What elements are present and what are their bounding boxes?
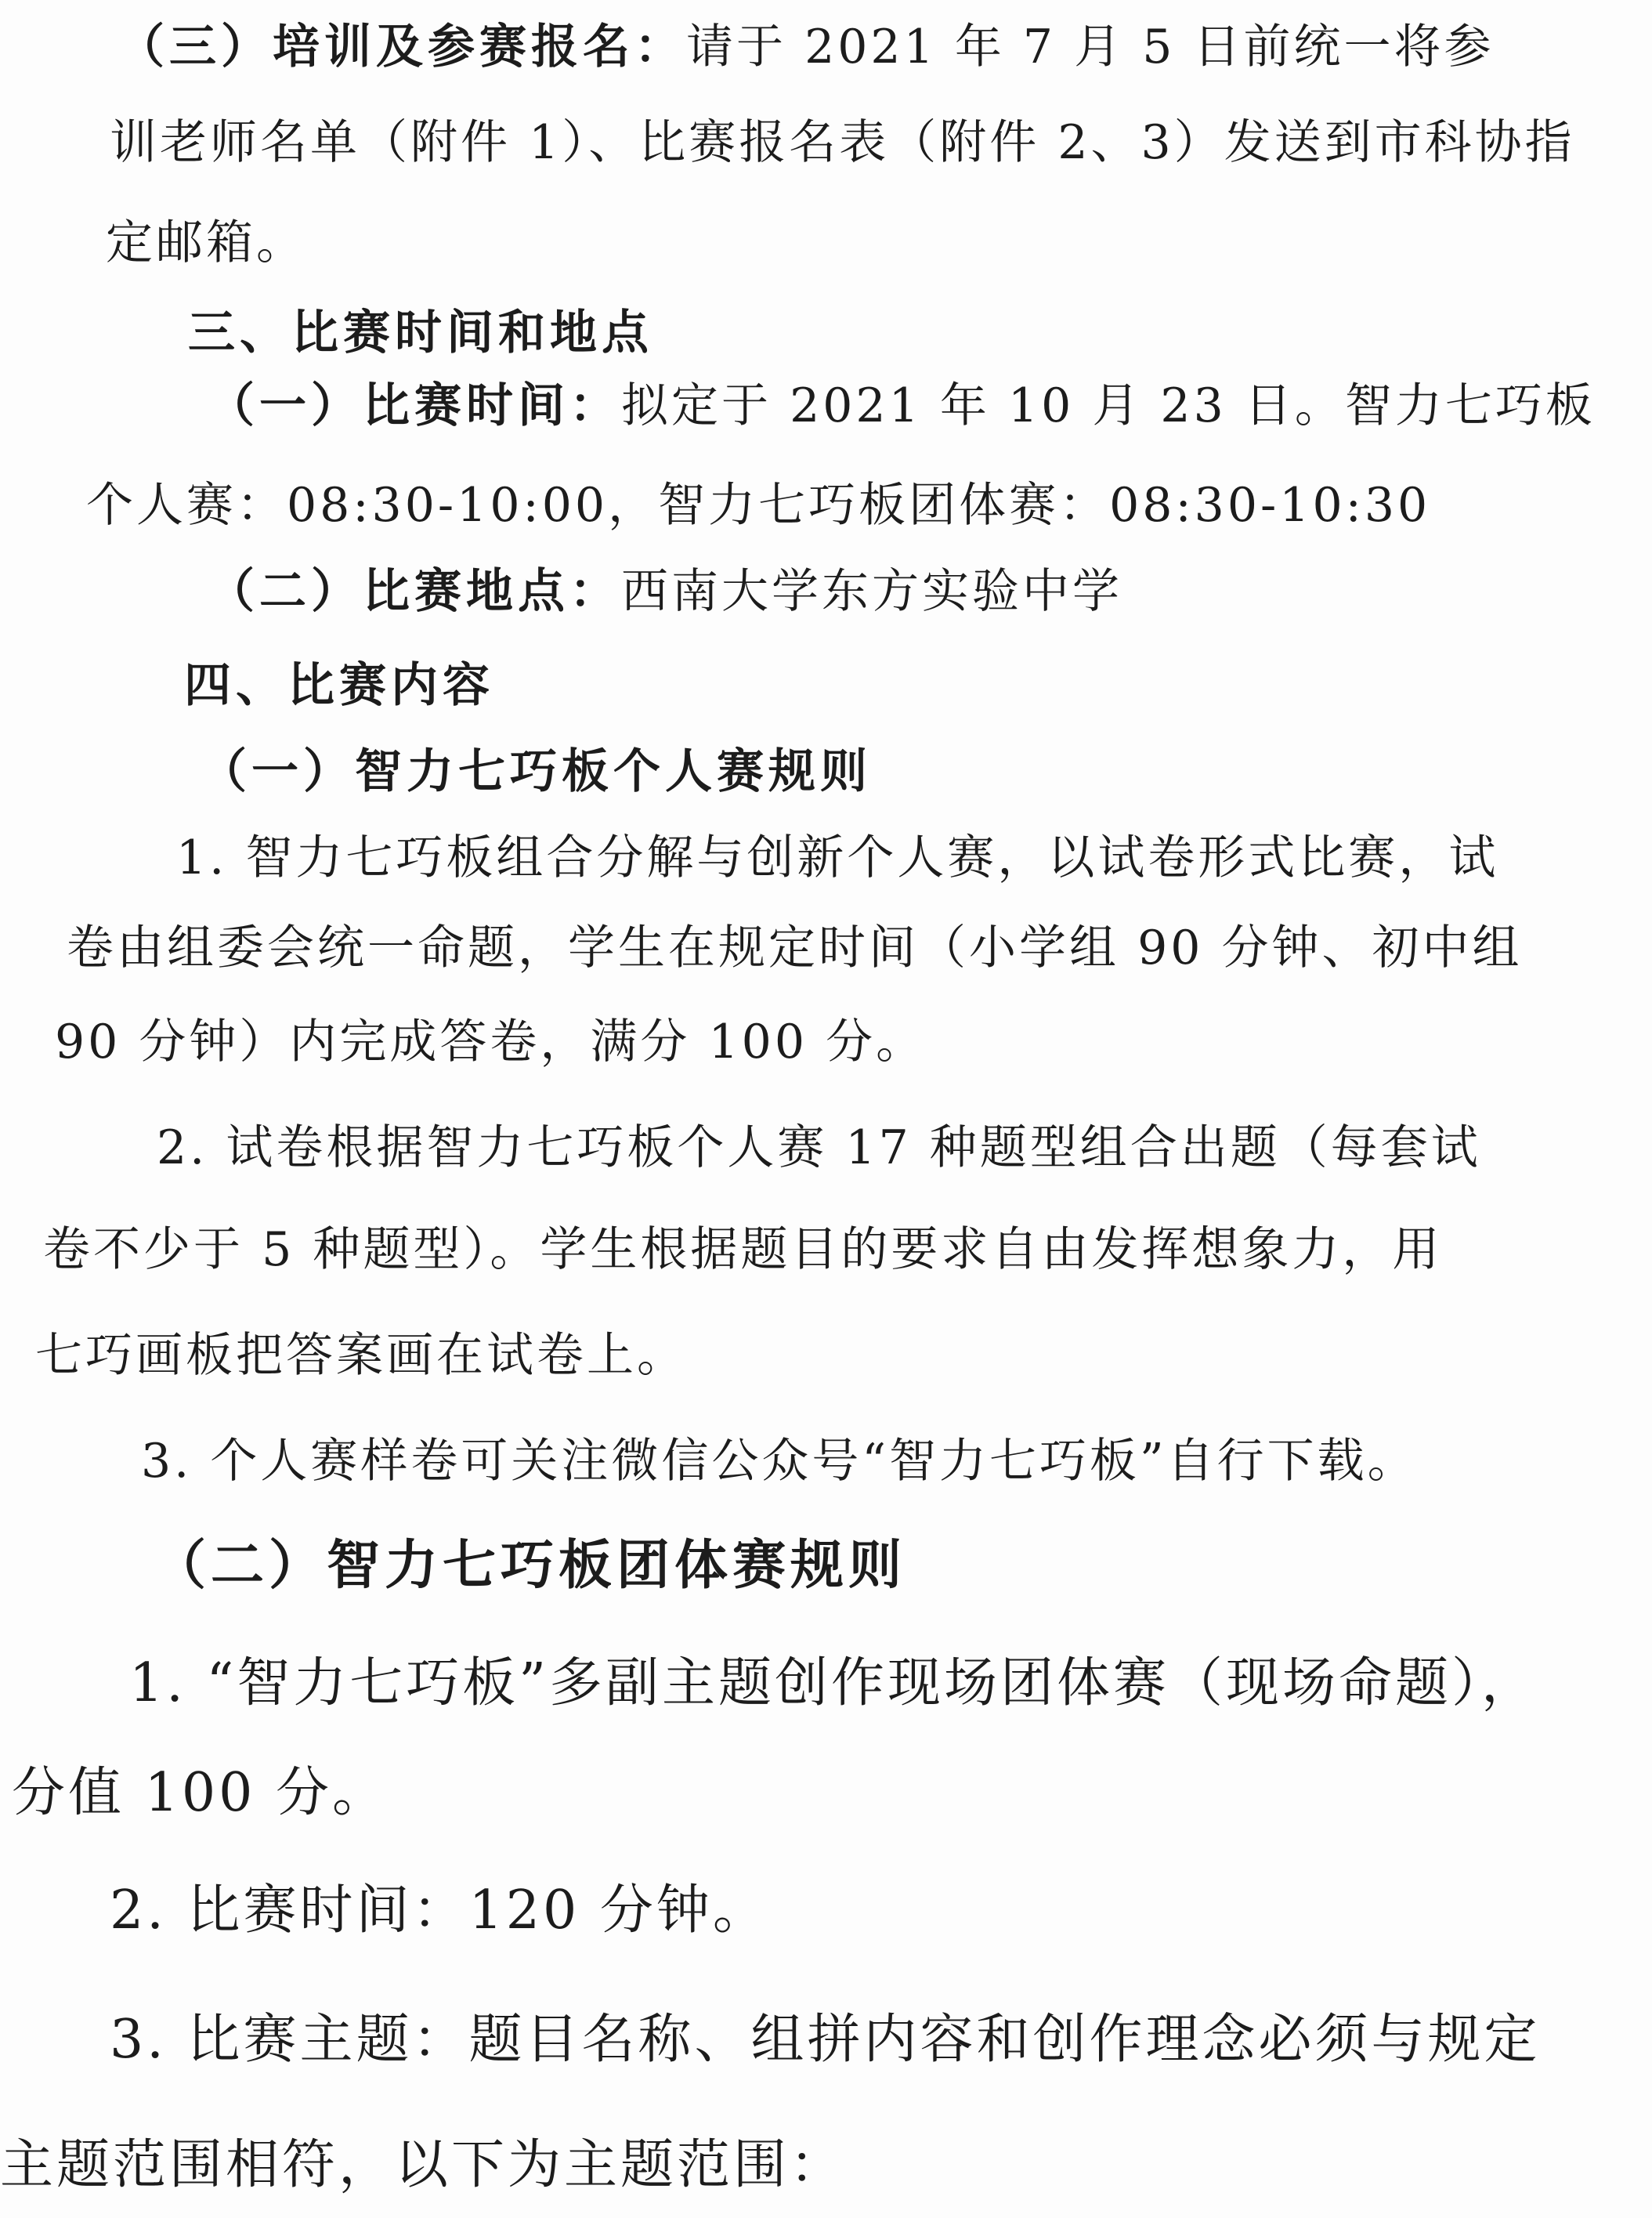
paragraph-line: 3. 比赛主题：题目名称、组拼内容和创作理念必须与规定 <box>110 2009 1541 2071</box>
paragraph-line <box>208 564 1122 619</box>
paragraph-text: 拟定于 2021 年 10 月 23 日。智力七巧板 <box>621 378 1596 433</box>
paragraph-line: 定邮箱。 <box>106 215 306 270</box>
section-title: 四、比赛内容 <box>184 658 494 713</box>
paragraph-line: 个人赛：08:30-10:00，智力七巧板团体赛：08:30-10:30 <box>86 478 1431 533</box>
paragraph-text: 请于 2021 年 7 月 5 日前统一将参 <box>686 20 1495 74</box>
paragraph-line: 七巧画板把答案画在试卷上。 <box>35 1328 687 1383</box>
paragraph-line: 训老师名单（附件 1）、比赛报名表（附件 2、3）发送到市科协指 <box>110 115 1575 170</box>
section-title: 三、比赛时间和地点 <box>188 306 653 360</box>
paragraph-line: 1. 智力七巧板组合分解与创新个人赛，以试卷形式比赛，试 <box>176 830 1499 885</box>
paragraph-line: 分值 100 分。 <box>12 1762 389 1824</box>
paragraph-text: 西南大学东方实验中学 <box>621 564 1122 619</box>
subsection-heading: （二）智力七巧板团体赛规则 <box>153 1535 907 1597</box>
paragraph-line: 90 分钟）内完成答卷，满分 100 分。 <box>55 1015 927 1069</box>
paragraph-line: 3. 个人赛样卷可关注微信公众号“智力七巧板”自行下载。 <box>141 1434 1418 1489</box>
subsection-heading: （一）比赛时间： <box>208 378 621 433</box>
paragraph-line <box>208 378 1596 433</box>
paragraph-line <box>117 20 1495 74</box>
paragraph-line: 1. “智力七巧板”多副主题创作现场团体赛（现场命题）， <box>129 1652 1538 1714</box>
subsection-heading: （一）智力七巧板个人赛规则 <box>200 744 872 799</box>
paragraph-line: 卷不少于 5 种题型）。学生根据题目的要求自由发挥想象力，用 <box>43 1222 1443 1277</box>
section-heading: （三）培训及参赛报名： <box>117 20 686 74</box>
paragraph-line: 主题范围相符，以下为主题范围： <box>0 2134 847 2196</box>
paragraph-line: 卷由组委会统一命题，学生在规定时间（小学组 90 分钟、初中组 <box>67 921 1523 975</box>
paragraph-line: 2. 比赛时间：120 分钟。 <box>110 1880 769 1941</box>
paragraph-line: 2. 试卷根据智力七巧板个人赛 17 种题型组合出题（每套试 <box>157 1120 1481 1175</box>
subsection-heading: （二）比赛地点： <box>208 564 621 619</box>
